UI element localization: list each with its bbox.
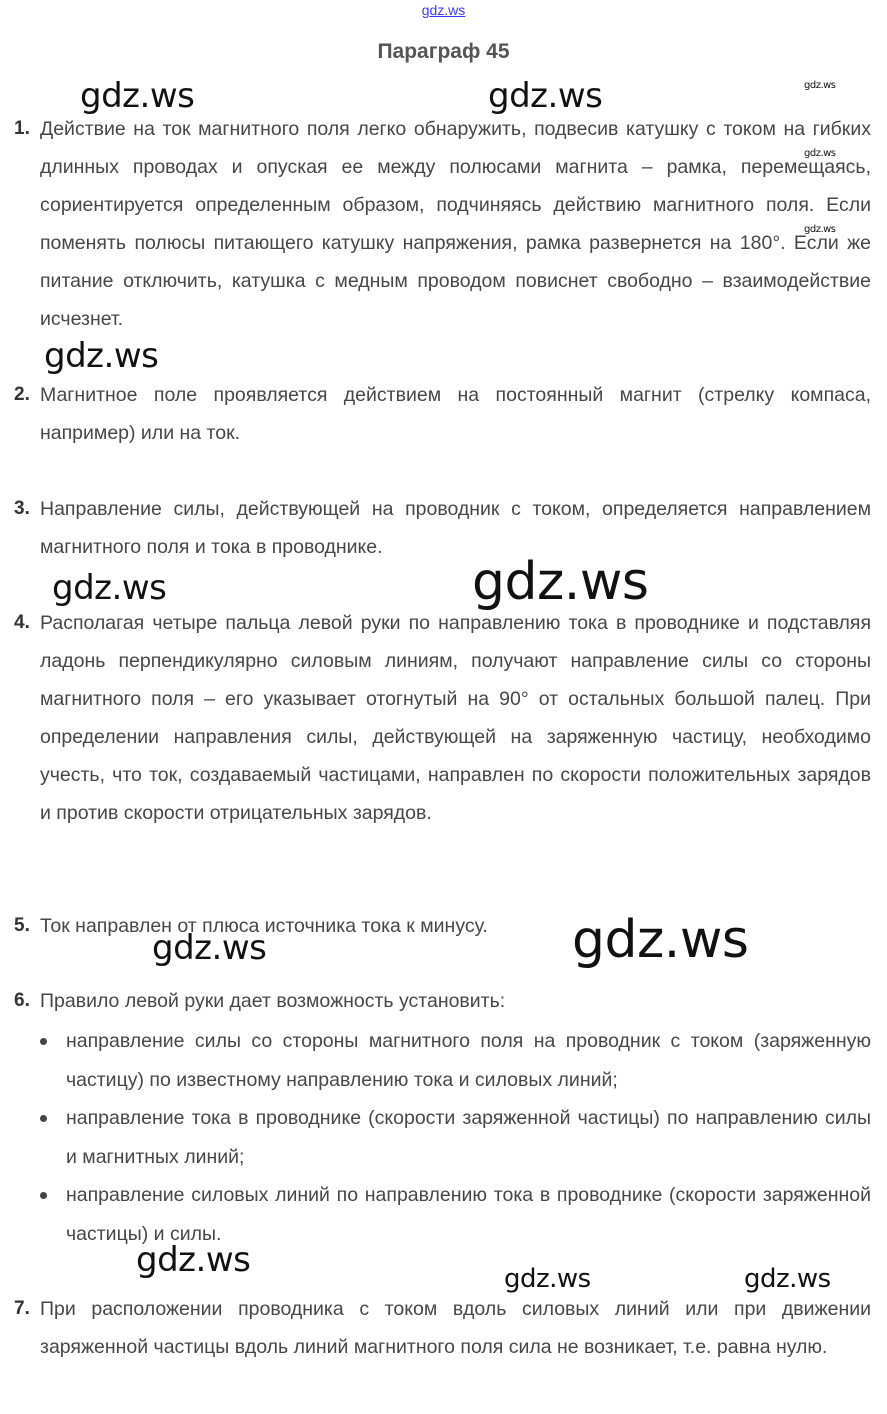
item-number-3: 3. [14, 498, 30, 519]
item-number-1: 1. [14, 118, 30, 139]
item-number-5: 5. [14, 915, 30, 936]
item-text-2: Магнитное поле проявляется действием на постоянный магнит (стрелку компаса, например) или на ток. [40, 384, 871, 444]
item-text-6: Правило левой руки дает возможность установить: [40, 990, 506, 1012]
top-site-link[interactable]: gdz.ws [421, 2, 466, 18]
bullet-text: направление силовых линий по направлению тока в проводнике (скорости заряженной частицы) и силы. [66, 1184, 871, 1245]
item-number-7: 7. [14, 1298, 30, 1319]
bullet-text: направление силы со стороны магнитного поля на проводник с током (заряженную частицу) по известному направлению тока и силовых линий; [66, 1030, 871, 1091]
item-number-2: 2. [14, 384, 30, 405]
item-text-1: Действие на ток магнитного поля легко обнаружить, подвесив катушку с током на гибких длинных проводах и опуская ее между полюсами магнита – рамка, перемещаясь, сориентируется определенным образом, подчиняясь действию магнитного поля. Если поменять полюсы питающего катушку напряжения, рамка развернется на 180°. Если же питание отключить, катушка с медным проводом повиснет свободно – взаимодействие исчезнет. [40, 118, 871, 330]
watermark: gdz.ws [136, 1240, 251, 1280]
item-text-5: Ток направлен от плюса источника тока к минусу. [40, 915, 488, 937]
watermark: gdz.ws [572, 910, 749, 970]
list-item [40, 1099, 871, 1176]
page-title: Параграф 45 [377, 40, 510, 63]
item-text-7: При расположении проводника с током вдоль силовых линий или при движении заряженной частицы вдоль линий магнитного поля сила не возникает, т.е. равна нулю. [40, 1298, 871, 1358]
bullet-list [40, 1022, 871, 1253]
bullet-dot-icon [40, 1038, 47, 1045]
watermark: gdz.ws [44, 336, 159, 376]
item-text-3: Направление силы, действующей на проводник с током, определяется направлением магнитного поля и тока в проводнике. [40, 498, 871, 558]
watermark: gdz.ws [804, 148, 836, 159]
list-item [40, 1022, 871, 1099]
watermark: gdz.ws [488, 76, 603, 116]
bullet-dot-icon [40, 1115, 47, 1122]
watermark: gdz.ws [804, 80, 836, 91]
watermark: gdz.ws [52, 568, 167, 608]
watermark: gdz.ws [472, 552, 649, 612]
item-text-4: Располагая четыре пальца левой руки по направлению тока в проводнике и подставляя ладонь перпендикулярно силовым линиям, получают направление силы со стороны магнитного поля – его указывает отогнутый на 90° от остальных большой палец. При определении направления силы, действующей на заряженную частицу, необходимо учесть, что ток, создаваемый частицами, направлен по скорости положительных зарядов и против скорости отрицательных зарядов. [40, 612, 871, 824]
watermark: gdz.ws [744, 1264, 831, 1294]
bullet-dot-icon [40, 1192, 47, 1199]
watermark: gdz.ws [504, 1264, 591, 1294]
watermark: gdz.ws [804, 224, 836, 235]
bullet-text: направление тока в проводнике (скорости заряженной частицы) по направлению силы и магнитных линий; [66, 1107, 871, 1168]
item-number-4: 4. [14, 612, 30, 633]
watermark: gdz.ws [152, 928, 267, 968]
watermark: gdz.ws [80, 76, 195, 116]
item-number-6: 6. [14, 990, 30, 1011]
